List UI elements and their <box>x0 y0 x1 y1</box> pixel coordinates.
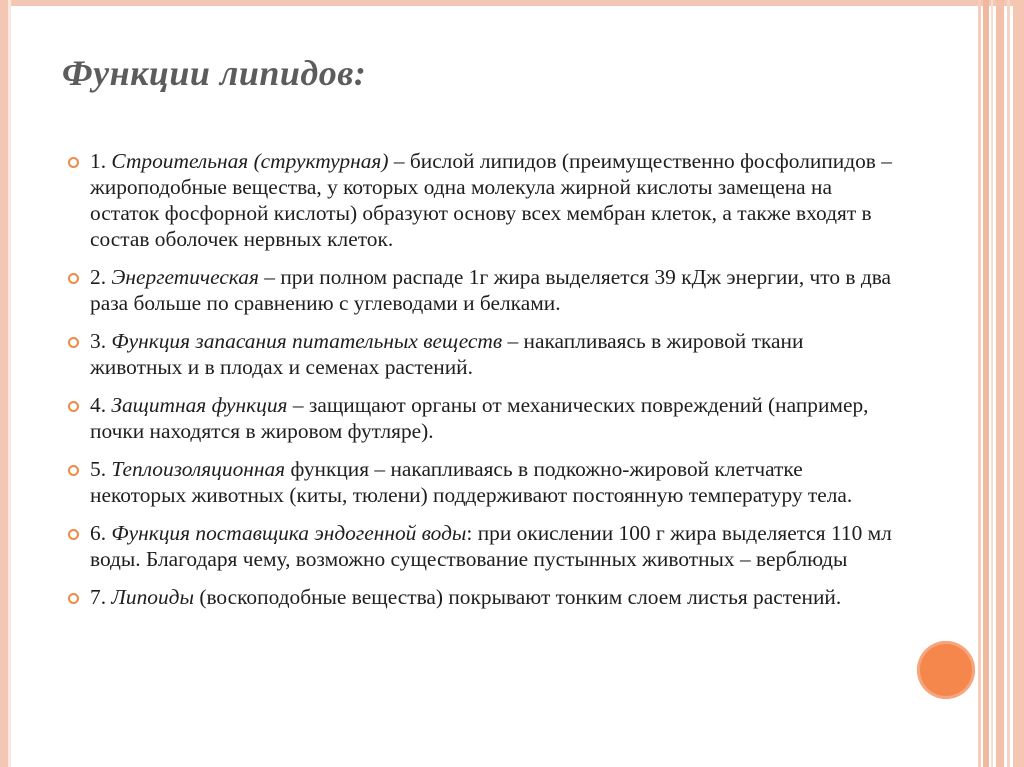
item-term: Энергетическая <box>111 265 259 289</box>
right-stripe <box>1013 0 1024 767</box>
list-item <box>68 584 898 610</box>
item-term: Строительная (структурная) <box>111 149 389 173</box>
right-stripe <box>991 0 993 767</box>
item-text: – накапливаясь в жировой ткани животных и в плодах и семенах растений. <box>90 329 804 379</box>
ring-bullet-icon <box>68 593 79 604</box>
list-item <box>68 520 898 572</box>
item-term: Липоиды <box>111 585 194 609</box>
right-stripe <box>978 0 981 767</box>
list-item <box>68 392 898 444</box>
ring-bullet-icon <box>68 529 79 540</box>
ring-bullet-icon <box>68 337 79 348</box>
frame-top-border <box>0 0 1024 6</box>
ring-bullet-icon <box>68 273 79 284</box>
ring-bullet-icon <box>68 401 79 412</box>
frame-left-border <box>0 0 8 767</box>
ring-bullet-icon <box>68 465 79 476</box>
item-number: 1. <box>90 149 112 173</box>
item-number: 2. <box>90 265 112 289</box>
item-number: 4. <box>90 393 112 417</box>
item-term: Теплоизоляционная <box>111 457 286 481</box>
item-number: 3. <box>90 329 112 353</box>
list-item <box>68 328 898 380</box>
decorative-circle <box>917 641 975 699</box>
right-stripe <box>983 0 989 767</box>
content-list <box>68 148 898 622</box>
item-text: : при окислении 100 г жира выделяется 110 мл воды. Благодаря чему, возможно существование пустынных животных – верблюды <box>90 521 892 571</box>
item-text: (воскоподобные вещества) покрывают тонким слоем листья растений. <box>193 585 842 609</box>
item-term: Функция запасания питательных веществ <box>111 329 503 353</box>
ring-bullet-icon <box>68 157 79 168</box>
item-number: 7. <box>90 585 112 609</box>
item-text: – защищают органы от механических повреждений (например, почки находятся в жировом футляре). <box>90 393 869 443</box>
item-number: 5. <box>90 457 112 481</box>
list-item <box>68 148 898 252</box>
item-term: Функция поставщика эндогенной воды <box>111 521 467 545</box>
item-term: Защитная функция <box>111 393 288 417</box>
list-item <box>68 264 898 316</box>
slide-title: Функции липидов: <box>62 53 367 93</box>
item-text: функция – накапливаясь в подкожно-жировой клетчатке некоторых животных (киты, тюлени) поддерживают постоянную температуру тела. <box>90 457 853 507</box>
item-text: – бислой липидов (преимущественно фосфолипидов – жироподобные вещества, у которых одна молекула жирной кислоты замещена на остаток фосфорной кислоты) образуют основу всех мембран клеток, а также входят в состав оболочек нервных клеток. <box>90 149 892 251</box>
item-text: – при полном распаде 1г жира выделяется 39 кДж энергии, что в два раза больше по сравнению с углеводами и белками. <box>90 265 892 315</box>
item-number: 6. <box>90 521 112 545</box>
right-stripe <box>1007 0 1010 767</box>
list-item <box>68 456 898 508</box>
frame-left-inner-border <box>8 0 11 767</box>
right-stripe <box>996 0 1004 767</box>
